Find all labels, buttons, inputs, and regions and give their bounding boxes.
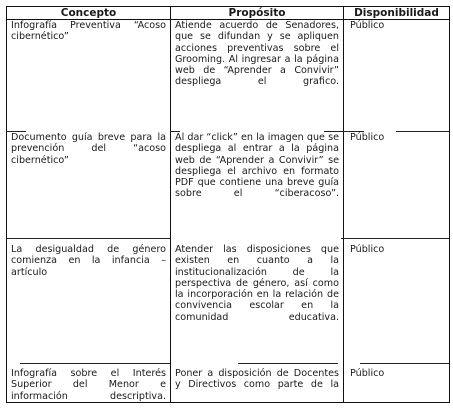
row-divider bbox=[20, 363, 170, 364]
concepto-cell: Documento guía breve para la prevención del “acoso cibernético” bbox=[7, 132, 171, 244]
proposito-cell: Atender las disposiciones que existen en cuanto a la institucionalización de la perspectiva de género, así como la incorporación en la relación de convivencia escolar en la comunidad educativa. bbox=[171, 244, 344, 368]
row-divider bbox=[6, 131, 26, 132]
availability-table bbox=[6, 6, 450, 403]
row-divider bbox=[170, 131, 180, 132]
row-divider bbox=[360, 363, 449, 364]
table-row bbox=[7, 244, 450, 368]
header-disponibilidad: Disponibilidad bbox=[344, 7, 450, 20]
row-divider bbox=[6, 238, 170, 239]
concepto-cell: La desigualdad de género comienza en la infancia – artículo bbox=[7, 244, 171, 368]
row-divider bbox=[396, 131, 449, 132]
disponibilidad-cell: Público bbox=[344, 368, 450, 402]
table-row bbox=[7, 368, 450, 402]
concepto-cell: Infografía Preventiva “Acoso cibernético” bbox=[7, 20, 171, 133]
disponibilidad-cell: Público bbox=[344, 132, 450, 244]
row-divider bbox=[324, 131, 364, 132]
concepto-cell: Infografía sobre el Interés Superior del Menor e información descriptiva. bbox=[7, 368, 171, 402]
row-divider bbox=[238, 363, 338, 364]
disponibilidad-cell: Público bbox=[344, 244, 450, 368]
proposito-cell: Poner a disposición de Docentes y Directivos como parte de la bbox=[171, 368, 344, 402]
header-row bbox=[7, 7, 450, 20]
disponibilidad-cell: Público bbox=[344, 20, 450, 133]
header-proposito: Propósito bbox=[171, 7, 344, 20]
proposito-cell: Al dar “click” en la imagen que se despliega al entrar a la página web de “Aprender a Convivir” se despliega el archivo en formato PDF que contiene una breve guía sobre el “ciberacoso”. bbox=[171, 132, 344, 244]
row-divider bbox=[341, 238, 449, 239]
header-concepto: Concepto bbox=[7, 7, 171, 20]
table-row bbox=[7, 132, 450, 244]
proposito-cell: Atiende acuerdo de Senadores, que se difundan y se apliquen acciones preventivas sobre el Grooming. Al ingresar a la página web de “Aprender a Convivir” despliega el grafico. bbox=[171, 20, 344, 133]
table-row bbox=[7, 20, 450, 133]
